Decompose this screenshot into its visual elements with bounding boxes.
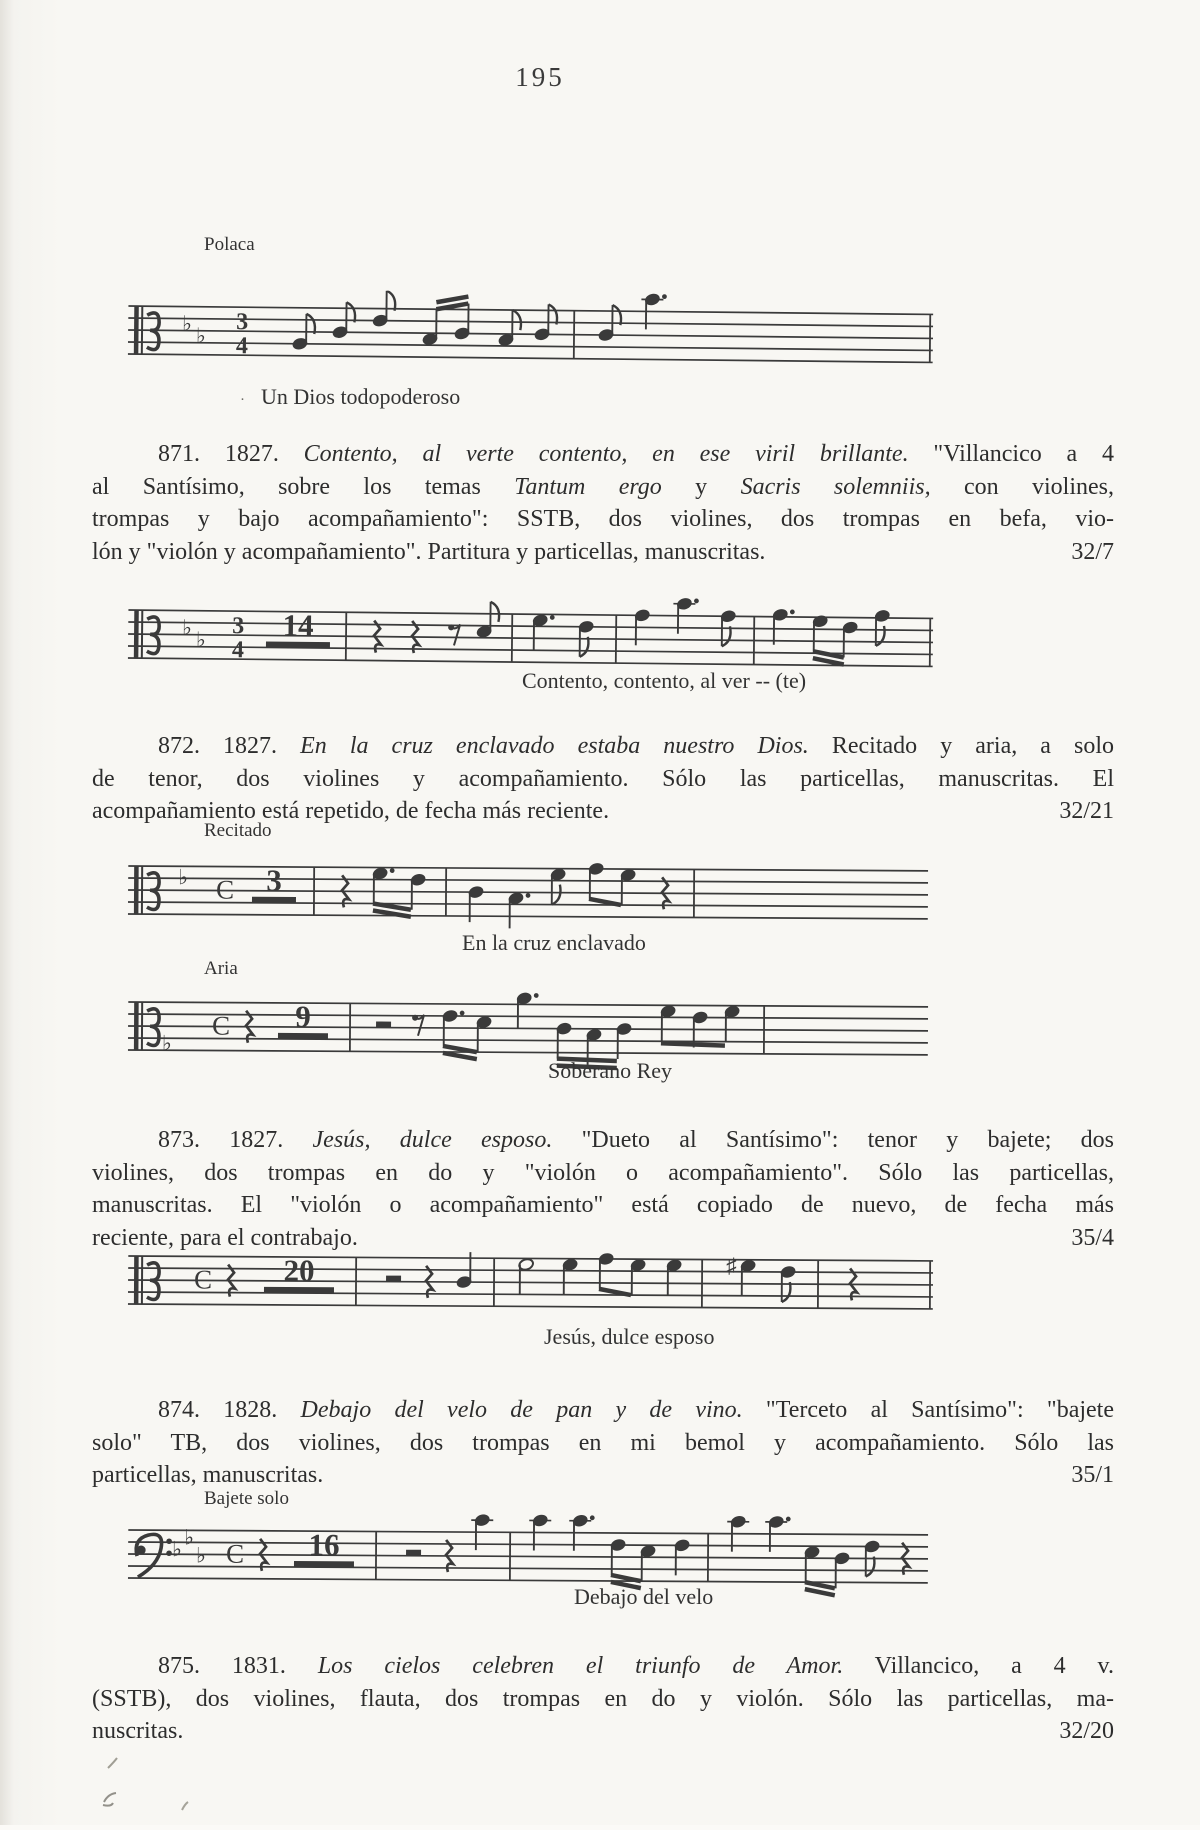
svg-text:♭: ♭ [196,1543,206,1567]
entry-line [92,1157,1114,1190]
incipit-caption: Debajo del velo [574,1584,713,1610]
catalog-entry-871 [92,438,1114,568]
entry-line [92,730,1114,763]
music-staff-polaca [127,288,933,392]
entry-text: 874. 1828. Debajo del velo de pan y de vino. "Terceto al Santísimo": "bajete [158,1397,1114,1423]
entry-text: 875. 1831. Los cielos celebren el triunfo de Amor. Villancico, a 4 v. [158,1653,1114,1679]
svg-text:♭: ♭ [178,865,188,889]
svg-text:9: 9 [295,999,311,1034]
svg-text:3: 3 [232,613,244,639]
catalog-entry-873 [92,1124,1114,1254]
svg-text:C: C [212,1011,230,1041]
entry-text: (SSTB), dos violines, flauta, dos trompas en do y violón. Sólo las particellas, ma- [92,1686,1114,1712]
entry-line [92,503,1114,536]
entry-text: de tenor, dos violines y acompañamiento. Sólo las particellas, manuscritas. El [92,766,1114,792]
entry-text: 872. 1827. En la cruz enclavado estaba nuestro Dios. Recitado y aria, a solo [158,733,1114,759]
entry-text: 873. 1827. Jesús, dulce esposo. "Dueto al Santísimo": tenor y bajete; dos [158,1127,1114,1153]
incipit-caption: Jesús, dulce esposo [544,1324,714,1350]
svg-text:4: 4 [232,637,244,663]
svg-text:♭: ♭ [172,1537,182,1561]
entry-line [92,1427,1114,1460]
entry-line [92,1459,1114,1492]
svg-text:♭: ♭ [182,616,192,640]
incipit-caption: Soberano Rey [548,1058,672,1084]
svg-text:C: C [194,1264,212,1294]
shelfmark: 32/20 [1039,1715,1114,1748]
svg-text:3: 3 [236,309,248,335]
entry-text: solo" TB, dos violines, dos trompas en mi bemol y acompañamiento. Sólo las [92,1430,1114,1456]
entry-text: violines, dos trompas en do y "violón o acompañamiento". Sólo las particellas, [92,1160,1114,1186]
shelfmark: 32/7 [1051,536,1114,569]
incipit-tempo-label: Polaca [204,234,255,256]
entry-text: 871. 1827. Contento, al verte contento, en ese viril brillante. "Villancico a 4 [158,441,1114,467]
entry-text: trompas y bajo acompañamiento": SSTB, dos violines, dos trompas en befa, vio- [92,506,1114,532]
catalog-entry-872 [92,730,1114,828]
svg-text:20: 20 [283,1253,314,1288]
svg-text:♭: ♭ [162,1031,172,1055]
catalog-entry-874 [92,1394,1114,1492]
shelfmark: 35/1 [1051,1459,1114,1492]
entry-line [92,536,1114,569]
shelfmark: 35/4 [1051,1222,1114,1255]
entry-line [92,1715,1114,1748]
svg-text:♭: ♭ [196,324,206,348]
svg-text:♯: ♯ [726,1254,737,1278]
entry-line [92,1394,1114,1427]
entry-text: manuscritas. El "violón o acompañamiento" está copiado de nuevo, de fecha más [92,1192,1114,1218]
page-number: 195 [0,62,1080,93]
entry-line [92,1189,1114,1222]
entry-line [92,763,1114,796]
svg-text:♭: ♭ [184,1525,194,1549]
music-staff-jesus [128,1238,934,1339]
music-staff-bajete [128,1512,929,1613]
svg-text:C: C [216,875,234,905]
svg-text:C: C [226,1539,244,1569]
incipit-section-label: Aria [204,958,238,980]
entry-text: nuscritas. [92,1715,183,1748]
entry-line [92,1124,1114,1157]
svg-text:3: 3 [266,863,282,898]
entry-line [92,438,1114,471]
entry-text: reciente, para el contrabajo. [92,1222,358,1255]
incipit-caption: En la cruz enclavado [462,930,646,956]
pencil-marks [80,1750,250,1830]
svg-text:♭: ♭ [182,312,192,336]
shelfmark: 32/21 [1039,795,1114,828]
entry-line [92,1650,1114,1683]
entry-text: particellas, manuscritas. [92,1459,323,1492]
entry-text: lón y "violón y acompañamiento". Partitura y particellas, manuscritas. [92,536,765,569]
entry-line [92,471,1114,504]
scan-speck: · [240,392,261,408]
svg-text:4: 4 [236,333,248,359]
incipit-section-label: Recitado [204,820,272,842]
music-staff-aria [128,984,929,1085]
entry-text: al Santísimo, sobre los temas Tantum ergo y Sacris solemniis, con violines, [92,474,1114,500]
svg-text:14: 14 [282,608,313,643]
incipit-caption: Contento, contento, al ver -- (te) [522,668,806,694]
entry-text: acompañamiento está repetido, de fecha más reciente. [92,795,609,828]
svg-text:♭: ♭ [196,628,206,652]
incipit-caption: · Un Dios todopoderoso [240,384,460,410]
incipit-voice-label: Bajete solo [204,1488,289,1510]
svg-text:16: 16 [308,1527,339,1562]
entry-line [92,1683,1114,1716]
catalog-entry-875 [92,1650,1114,1748]
